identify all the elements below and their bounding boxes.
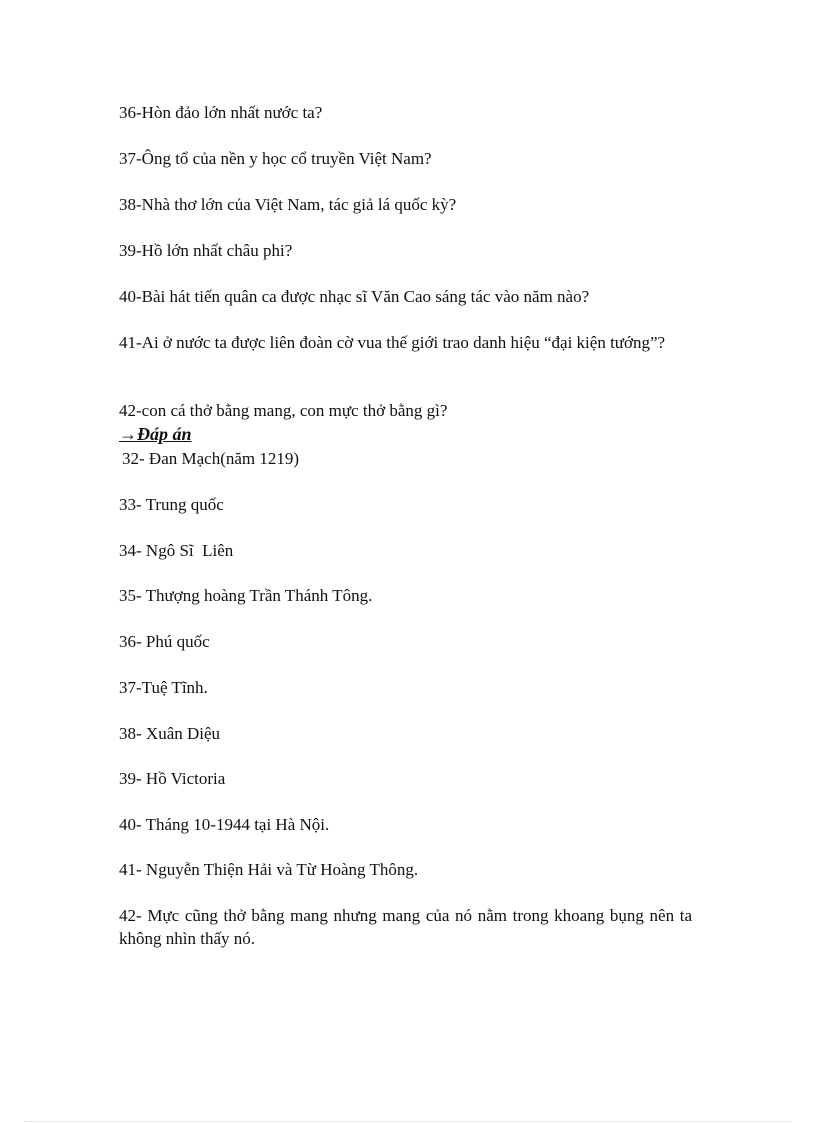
question-38: 38-Nhà thơ lớn của Việt Nam, tác giả lá quốc kỳ? <box>119 195 457 214</box>
question-36: 36-Hòn đảo lớn nhất nước ta? <box>119 103 323 122</box>
answer-42: 42- Mực cũng thở bằng mang nhưng mang của nó nằm trong khoang bụng nên ta không nhìn thấy nó. <box>119 906 692 948</box>
answer-32: 32- Đan Mạch(năm 1219) <box>122 449 300 468</box>
page-bottom-divider <box>24 1121 792 1122</box>
question-40: 40-Bài hát tiến quân ca được nhạc sĩ Văn Cao sáng tác vào năm nào? <box>119 287 590 306</box>
question-42: 42-con cá thở bằng mang, con mực thở bằng gì? <box>119 401 448 420</box>
answer-40: 40- Tháng 10-1944 tại Hà Nội. <box>119 815 330 834</box>
answers-heading: →Đáp án <box>119 424 192 444</box>
question-39: 39-Hồ lớn nhất châu phi? <box>119 241 293 260</box>
answer-38: 38- Xuân Diệu <box>119 724 221 743</box>
answer-35: 35- Thượng hoàng Trần Thánh Tông. <box>119 586 373 605</box>
question-41: 41-Ai ở nước ta được liên đoàn cờ vua thế giới trao danh hiệu “đại kiện tướng”? <box>119 333 666 352</box>
question-37: 37-Ông tổ của nền y học cổ truyền Việt Nam? <box>119 149 432 168</box>
answer-36: 36- Phú quốc <box>119 632 210 651</box>
answer-37: 37-Tuệ Tĩnh. <box>119 678 208 697</box>
answer-34: 34- Ngô Sĩ Liên <box>119 541 234 560</box>
answer-41: 41- Nguyễn Thiện Hải và Từ Hoàng Thông. <box>119 860 419 879</box>
answer-39: 39- Hồ Victoria <box>119 769 226 788</box>
answer-33: 33- Trung quốc <box>119 495 224 514</box>
